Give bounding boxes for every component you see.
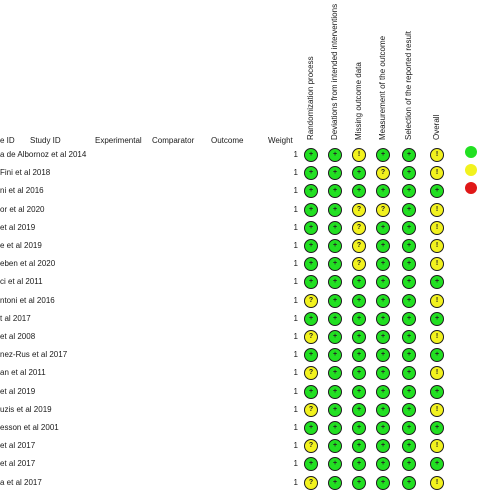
study-weight: 1 (293, 241, 298, 250)
experimental-header: Experimental (95, 136, 142, 145)
study-weight: 1 (293, 423, 298, 432)
study-weight: 1 (293, 204, 298, 214)
study-weight: 1 (293, 368, 298, 378)
judgement-circle: + (402, 421, 416, 435)
study-row (0, 164, 474, 182)
study-row (0, 328, 474, 346)
study-row (0, 273, 474, 291)
study-id: et al 2008 (0, 332, 36, 341)
judgement-circle: + (328, 439, 342, 453)
judgement-circle: ! (430, 476, 444, 490)
judgement-circle: + (352, 421, 366, 435)
judgement-circle: + (376, 312, 390, 326)
judgement-circle: + (304, 184, 318, 198)
study-id: ni et al 2016 (0, 186, 44, 196)
study-id: et al 2019 (0, 222, 36, 232)
domain-header: Missing outcome data (354, 62, 363, 140)
study-weight: 1 (293, 386, 298, 396)
judgement-circle: + (352, 348, 366, 362)
study-row (0, 237, 474, 255)
judgement-circle: + (328, 203, 342, 217)
judgement-circle: + (376, 348, 390, 362)
study-id: e et al 2019 (0, 241, 42, 250)
study-weight: 1 (293, 441, 298, 451)
judgement-circle: + (402, 239, 416, 253)
judgement-circle: + (304, 385, 318, 399)
study-id-header: Study ID (30, 136, 61, 145)
judgement-circle: + (376, 330, 390, 344)
judgement-circle: + (376, 239, 390, 253)
judgement-circle: ? (304, 439, 318, 453)
study-weight: 1 (293, 459, 298, 469)
judgement-circle: ! (430, 403, 444, 417)
judgement-circle: + (376, 439, 390, 453)
study-row (0, 455, 474, 473)
study-row (0, 292, 474, 310)
judgement-circle: ? (376, 203, 390, 217)
judgement-circle: ? (304, 476, 318, 490)
judgement-circle: + (328, 166, 342, 180)
judgement-circle: ? (376, 166, 390, 180)
judgement-circle: + (352, 439, 366, 453)
domain-header: Overall (432, 114, 441, 140)
judgement-circle: ? (352, 257, 366, 271)
study-row (0, 419, 474, 437)
study-weight: 1 (293, 222, 298, 232)
judgement-circle: + (352, 294, 366, 308)
judgement-circle: ? (304, 366, 318, 380)
judgement-circle: + (376, 184, 390, 198)
study-row (0, 401, 474, 419)
judgement-circle: + (328, 421, 342, 435)
judgement-circle: + (430, 312, 444, 326)
study-row (0, 346, 474, 364)
judgement-circle: + (328, 275, 342, 289)
judgement-circle: + (352, 403, 366, 417)
study-id: et al 2017 (0, 459, 36, 469)
judgement-circle: + (376, 403, 390, 417)
study-row (0, 437, 474, 455)
judgement-circle: + (328, 476, 342, 490)
outcome-header: Outcome (211, 136, 244, 145)
judgement-circle: ! (430, 294, 444, 308)
judgement-circle: + (304, 457, 318, 471)
study-weight: 1 (293, 477, 298, 487)
judgement-circle: + (304, 239, 318, 253)
study-weight: 1 (293, 168, 298, 178)
judgement-circle: ! (430, 330, 444, 344)
judgement-circle: + (430, 385, 444, 399)
judgement-circle: + (328, 366, 342, 380)
judgement-circle: + (352, 312, 366, 326)
study-row (0, 182, 474, 200)
judgement-circle: + (402, 403, 416, 417)
judgement-circle: ! (430, 166, 444, 180)
judgement-circle: + (352, 330, 366, 344)
judgement-circle: + (402, 312, 416, 326)
legend-dot-some-concerns (465, 164, 477, 176)
judgement-circle: + (402, 348, 416, 362)
judgement-circle: + (328, 239, 342, 253)
study-id: or et al 2020 (0, 204, 45, 214)
study-weight: 1 (293, 332, 298, 341)
study-id: nez-Rus et al 2017 (0, 350, 68, 360)
judgement-circle: + (352, 184, 366, 198)
judgement-circle: + (402, 476, 416, 490)
judgement-circle: + (430, 184, 444, 198)
judgement-circle: ! (430, 239, 444, 253)
judgement-circle: + (430, 348, 444, 362)
unique-id-header: e ID (0, 136, 15, 145)
study-id: esson et al 2001 (0, 423, 59, 432)
judgement-circle: ! (430, 203, 444, 217)
judgement-circle: ? (304, 330, 318, 344)
judgement-circle: + (352, 385, 366, 399)
study-row (0, 146, 474, 164)
judgement-circle: + (402, 257, 416, 271)
judgement-circle: + (376, 476, 390, 490)
study-id: an et al 2011 (0, 368, 46, 378)
judgement-circle: + (376, 294, 390, 308)
study-weight: 1 (293, 186, 298, 196)
judgement-circle: + (376, 366, 390, 380)
judgement-circle: + (304, 221, 318, 235)
judgement-circle: ? (352, 203, 366, 217)
judgement-circle: + (352, 166, 366, 180)
judgement-circle: + (430, 275, 444, 289)
judgement-circle: + (376, 221, 390, 235)
weight-header: Weight (268, 136, 293, 145)
study-id: ci et al 2011 (0, 277, 43, 287)
study-row (0, 310, 474, 328)
judgement-circle: + (328, 148, 342, 162)
domain-header: Selection of the reported result (404, 31, 413, 140)
judgement-circle: + (402, 275, 416, 289)
judgement-circle: ? (304, 294, 318, 308)
study-weight: 1 (293, 313, 298, 323)
judgement-circle: + (402, 221, 416, 235)
judgement-circle: + (304, 275, 318, 289)
judgement-circle: + (328, 184, 342, 198)
domain-header: Randomization process (306, 56, 315, 140)
study-id: a de Albornoz et al 2014 (0, 150, 87, 159)
judgement-circle: + (304, 203, 318, 217)
study-id: Fini et al 2018 (0, 168, 51, 178)
judgement-circle: + (402, 184, 416, 198)
judgement-circle: ? (352, 239, 366, 253)
study-row (0, 474, 474, 492)
judgement-circle: ! (430, 148, 444, 162)
judgement-circle: + (402, 166, 416, 180)
judgement-circle: + (376, 275, 390, 289)
judgement-circle: + (328, 221, 342, 235)
study-id: ntoni et al 2016 (0, 295, 55, 305)
judgement-circle: + (328, 385, 342, 399)
judgement-circle: + (328, 257, 342, 271)
study-weight: 1 (293, 295, 298, 305)
judgement-circle: + (328, 294, 342, 308)
judgement-circle: + (402, 385, 416, 399)
judgement-circle: ! (430, 439, 444, 453)
judgement-circle: + (402, 439, 416, 453)
study-weight: 1 (293, 259, 298, 269)
judgement-circle: + (328, 330, 342, 344)
judgement-circle: + (352, 457, 366, 471)
study-id: uzis et al 2019 (0, 404, 52, 414)
judgement-circle: ! (430, 257, 444, 271)
judgement-circle: + (376, 421, 390, 435)
judgement-circle: + (328, 403, 342, 417)
judgement-circle: ? (304, 403, 318, 417)
study-weight: 1 (293, 277, 298, 287)
study-weight: 1 (293, 150, 298, 159)
judgement-circle: + (304, 421, 318, 435)
study-row (0, 201, 474, 219)
judgement-circle: + (304, 348, 318, 362)
study-id: a et al 2017 (0, 477, 42, 487)
judgement-circle: + (376, 257, 390, 271)
judgement-circle: + (402, 457, 416, 471)
judgement-circle: + (430, 421, 444, 435)
judgement-circle: + (304, 148, 318, 162)
judgement-circle: + (352, 476, 366, 490)
judgement-circle: + (304, 257, 318, 271)
judgement-circle: + (304, 312, 318, 326)
legend-dot-low (465, 146, 477, 158)
legend-dot-high (465, 182, 477, 194)
study-weight: 1 (293, 350, 298, 360)
comparator-header: Comparator (152, 136, 195, 145)
study-row (0, 364, 474, 382)
judgement-circle: + (402, 366, 416, 380)
judgement-circle: + (304, 166, 318, 180)
judgement-circle: + (402, 330, 416, 344)
study-id: et al 2019 (0, 386, 36, 396)
study-id: et al 2017 (0, 441, 36, 451)
judgement-circle: + (328, 457, 342, 471)
judgement-circle: ! (430, 221, 444, 235)
judgement-circle: + (352, 275, 366, 289)
judgement-circle: ? (352, 221, 366, 235)
judgement-circle: + (402, 294, 416, 308)
judgement-circle: + (402, 203, 416, 217)
judgement-circle: + (376, 457, 390, 471)
domain-header: Measurement of the outcome (378, 35, 387, 140)
study-row (0, 219, 474, 237)
judgement-circle: ! (352, 148, 366, 162)
judgement-circle: + (402, 148, 416, 162)
judgement-circle: + (352, 366, 366, 380)
study-row (0, 383, 474, 401)
domain-header: Deviations from intended interventions (330, 3, 339, 140)
study-id: eben et al 2020 (0, 259, 56, 269)
judgement-circle: + (376, 148, 390, 162)
judgement-circle: + (328, 312, 342, 326)
judgement-circle: + (328, 348, 342, 362)
judgement-circle: ! (430, 366, 444, 380)
study-id: t al 2017 (0, 313, 31, 323)
judgement-circle: + (376, 385, 390, 399)
study-row (0, 255, 474, 273)
study-weight: 1 (293, 404, 298, 414)
judgement-circle: + (430, 457, 444, 471)
